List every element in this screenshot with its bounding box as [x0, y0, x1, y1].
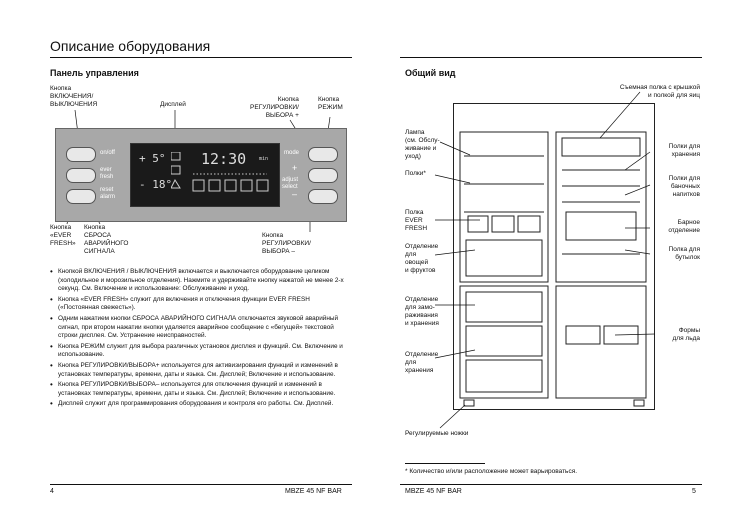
- label-adjust-plus-button: Кнопка РЕГУЛИРОВКИ/ ВЫБОРА +: [250, 96, 299, 119]
- description-item: • Кнопка РЕГУЛИРОВКИ/ВЫБОРА+ используется для активизирования функций и изменений в установках температуры, времени, даты и языка. См. Дисплей; Включение и использование.: [50, 362, 350, 379]
- model-name-right: MBZE 45 NF BAR: [405, 488, 462, 495]
- reset-alarm-label: reset alarm: [100, 187, 116, 200]
- overview-heading: Общий вид: [405, 68, 456, 78]
- fridge-temperature: + 5°: [139, 152, 166, 165]
- label-ice-trays: Формы для льда: [672, 327, 700, 342]
- description-item: • Одним нажатием кнопки СБРОСА АВАРИЙНОГО СИГНАЛА отключается звуковой аварийный сигнал, при втором нажатии кнопки удаляется аварийное сообщение с «бегущей» текстовой строки дисплея. См. Устранение неисправностей.: [50, 315, 350, 341]
- label-power-button: Кнопка ВКЛЮЧЕНИЯ/ ВЫКЛЮЧЕНИЯ: [50, 85, 98, 108]
- minus-label: –: [292, 189, 298, 199]
- page-number-right: 5: [692, 488, 696, 495]
- label-lamp: Лампа (см. Обслу- живание и уход): [405, 129, 440, 160]
- label-vegetable-compartment: Отделение для овощей и фруктов: [405, 243, 439, 274]
- label-adjustable-feet: Регулируемые ножки: [405, 430, 469, 437]
- on-off-label: on/off: [100, 150, 115, 156]
- label-bottle-shelf: Полка для бутылок: [668, 246, 700, 261]
- label-storage-compartment: Отделение для хранения: [405, 351, 439, 374]
- description-item: • Кнопка РЕГУЛИРОВКИ/ВЫБОРА– используется для отключения функций и изменений в установках температуры, времени, даты и языка. См. Дисплей; Включение и использование.: [50, 381, 350, 398]
- label-alarm-reset-button: Кнопка СБРОСА АВАРИЙНОГО СИГНАЛА: [84, 224, 129, 255]
- ever-fresh-label: ever fresh: [100, 167, 114, 180]
- label-display: Дисплей: [160, 101, 186, 108]
- footnote-rule: [405, 463, 485, 464]
- mode-label: mode: [284, 150, 300, 156]
- label-freezing-compartment: Отделение для замо- раживания и хранения: [405, 296, 439, 327]
- label-bar: Барное отделение: [668, 219, 700, 234]
- freezer-temperature: - 18°: [139, 178, 173, 191]
- label-can-shelves: Полки для баночных напитков: [668, 175, 700, 198]
- footer-rule-right: [400, 484, 702, 485]
- label-storage-shelves: Полки для хранения: [668, 143, 700, 158]
- label-adjust-minus-button: Кнопка РЕГУЛИРОВКИ/ ВЫБОРА –: [262, 232, 311, 255]
- label-ever-fresh-button: Кнопка «EVER FRESH»: [50, 224, 76, 247]
- description-item: • Кнопка «EVER FRESH» служит для включения и отключения функции EVER FRESH («Постоянная свежесть»).: [50, 296, 350, 313]
- label-ever-fresh-shelf: Полка EVER FRESH: [405, 209, 428, 232]
- footnote: * Количество и/или расположение может варьироваться.: [405, 468, 578, 475]
- page-title: Описание оборудования: [50, 38, 211, 54]
- clock-suffix: min: [259, 156, 269, 162]
- label-top-shelf: Съемная полка с крышкой и полкой для яиц: [619, 84, 700, 99]
- plus-label: +: [292, 163, 298, 173]
- description-item: • Кнопкой ВКЛЮЧЕНИЯ / ВЫКЛЮЧЕНИЯ включается и выключается оборудование целиком (холодильное и морозильное отделения). Нажмите и удерживайте кнопку нажатой не менее 2-х секунд. См. Включение и использование: Обслуживание и уход.: [50, 268, 350, 294]
- label-mode-button: Кнопка РЕЖИМ: [318, 96, 343, 111]
- model-name-left: MBZE 45 NF BAR: [285, 488, 342, 495]
- panel-heading: Панель управления: [50, 68, 139, 78]
- label-shelves: Полки*: [405, 170, 426, 177]
- page-number-left: 4: [50, 488, 54, 495]
- description-item: • Кнопка РЕЖИМ служит для выбора различных установок дисплея и функций. См. Включение и использование.: [50, 343, 350, 360]
- clock-display: 12:30: [201, 150, 247, 168]
- description-item: • Дисплей служит для программирования оборудования и контроля его работы. См. Дисплей.: [50, 400, 350, 409]
- adjust-select-label: adjust select: [282, 177, 299, 190]
